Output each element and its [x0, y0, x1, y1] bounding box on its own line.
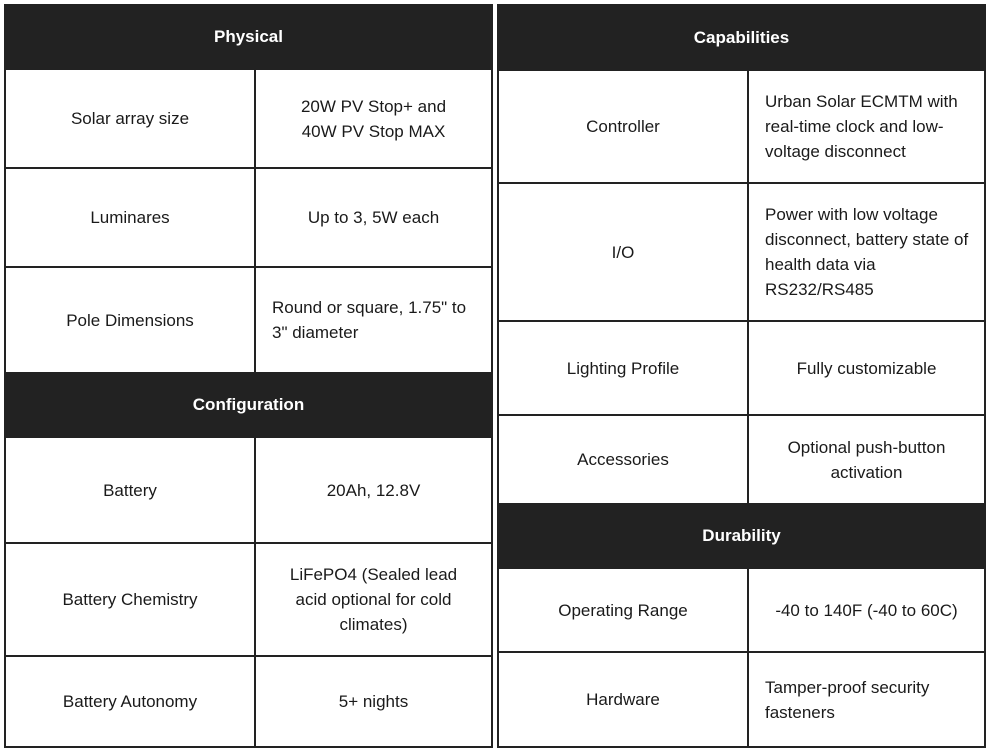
table-row — [499, 322, 984, 416]
table-row — [499, 71, 984, 184]
row-label: Operating Range — [499, 569, 749, 651]
row-label: Battery Autonomy — [6, 657, 256, 746]
configuration-header: Configuration — [6, 374, 491, 438]
row-value: 20W PV Stop+ and 40W PV Stop MAX — [300, 96, 447, 141]
table-row — [6, 657, 491, 746]
table-row — [6, 544, 491, 657]
row-label: Solar array size — [6, 70, 256, 167]
row-value: 5+ nights — [338, 692, 409, 711]
row-value: Fully customizable — [796, 358, 937, 378]
row-label: Luminares — [6, 169, 256, 266]
row-label: Accessories — [499, 416, 749, 503]
row-label: Pole Dimensions — [6, 268, 256, 372]
left-spec-table — [4, 4, 493, 748]
right-spec-table — [497, 4, 986, 748]
row-label: Lighting Profile — [499, 322, 749, 414]
table-row — [6, 70, 491, 169]
durability-header: Durability — [499, 505, 984, 569]
row-value: LiFePO4 (Sealed lead acid optional for cold climates) — [289, 565, 458, 634]
table-row — [6, 169, 491, 268]
row-label: Hardware — [499, 653, 749, 746]
row-value: 20Ah, 12.8V — [326, 480, 421, 500]
row-value: Up to 3, 5W each — [307, 208, 440, 227]
table-row — [499, 416, 984, 505]
row-value: -40 to 140F (-40 to 60C) — [775, 600, 958, 620]
row-label: Battery — [6, 438, 256, 542]
row-label: Controller — [499, 71, 749, 182]
row-label: Battery Chemistry — [6, 544, 256, 655]
row-value: Round or square, 1.75" to 3" diameter — [272, 298, 467, 342]
table-row — [6, 268, 491, 374]
table-row — [6, 438, 491, 544]
physical-header: Physical — [6, 6, 491, 70]
table-row — [499, 569, 984, 653]
row-label: I/O — [499, 184, 749, 320]
row-value: Power with low voltage disconnect, battery state of health data via RS232/RS485 — [765, 205, 969, 299]
table-row — [499, 184, 984, 322]
row-value: Urban Solar ECMTM with real-time clock and low-voltage disconnect — [765, 92, 958, 161]
row-value: Optional push-button activation — [787, 437, 946, 482]
row-value: Tamper-proof security fasteners — [765, 677, 930, 722]
capabilities-header: Capabilities — [499, 6, 984, 71]
table-row — [499, 653, 984, 746]
